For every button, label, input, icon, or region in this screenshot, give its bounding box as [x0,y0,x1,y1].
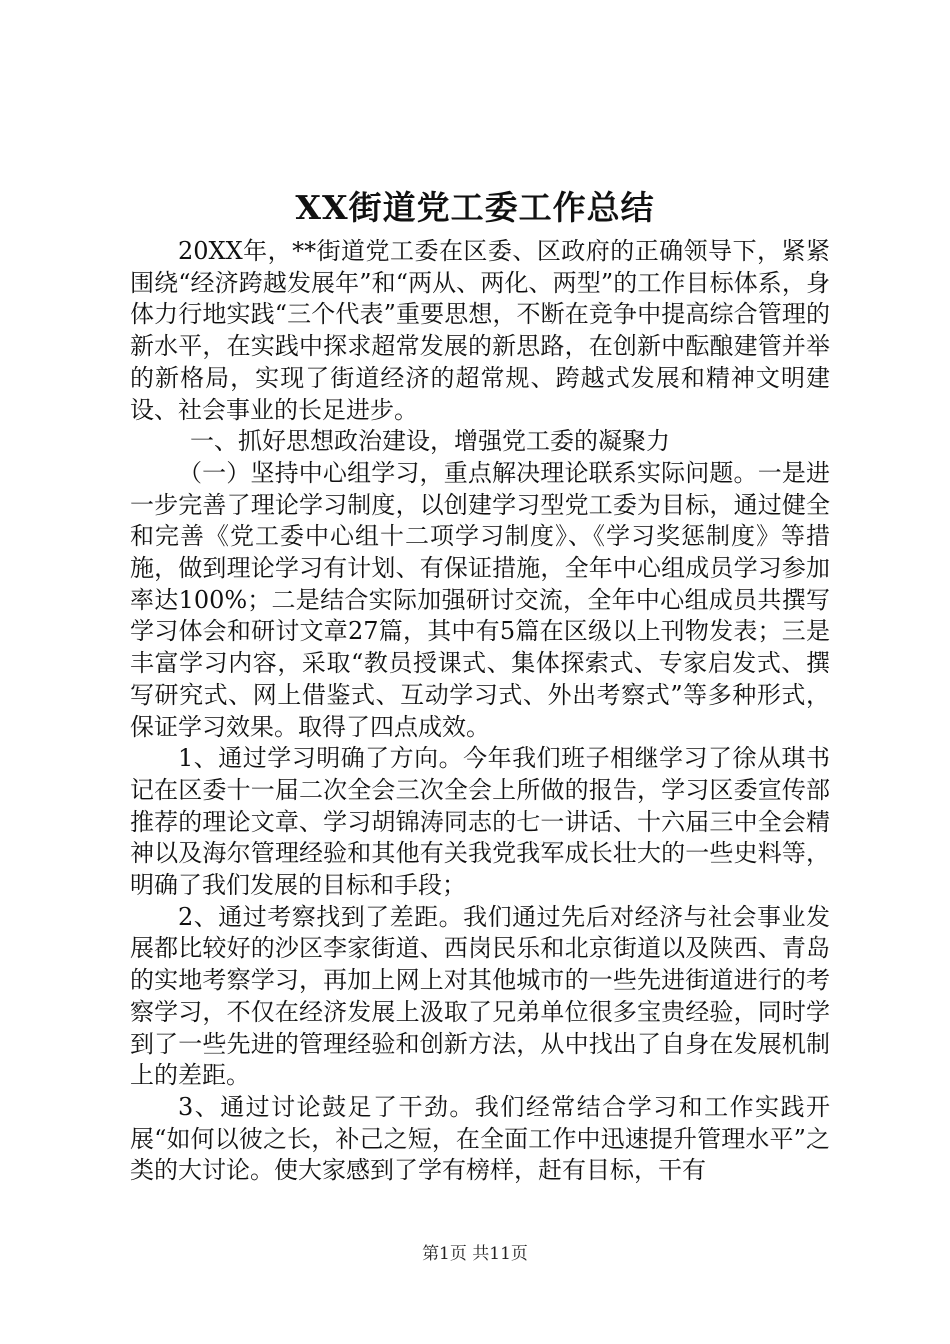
page-number-footer: 第1页 共11页 [422,1244,528,1264]
document-title: XX街道党工委工作总结 [295,188,655,227]
body-paragraph: 2、通过考察找到了差距。我们通过先后对经济与社会事业发展都比较好的沙区李家街道、西岗民乐和北京街道以及陕西、青岛的实地考察学习，再加上网上对其他城市的一些先进街道进行的考察学习，不仅在经济发展上汲取了兄弟单位很多宝贵经验，同时学到了一些先进的管理经验和创新方法，从中找出了自身在发展机制上的差距。 [130,902,830,1090]
section-heading: 一、抓好思想政治建设，增强党工委的凝聚力 [190,427,670,456]
body-paragraph: 1、通过学习明确了方向。今年我们班子相继学习了徐从琪书记在区委十一届二次全会三次全会上所做的报告，学习区委宣传部推荐的理论文章、学习胡锦涛同志的七一讲话、十六届三中全会精神以及海尔管理经验和其他有关我党我军成长壮大的一些史料等，明确了我们发展的目标和手段； [130,744,830,900]
body-paragraph: 20XX年，**街道党工委在区委、区政府的正确领导下，紧紧围绕“经济跨越发展年”和“两从、两化、两型”的工作目标体系，身体力行地实践“三个代表”重要思想，不断在竞争中提高综合管理的新水平，在实践中探求超常发展的新思路，在创新中酝酿建管并举的新格局，实现了街道经济的超常规、跨越式发展和精神文明建设、社会事业的长足进步。 [130,237,830,424]
body-paragraph: （一）坚持中心组学习，重点解决理论联系实际问题。一是进一步完善了理论学习制度，以创建学习型党工委为目标，通过健全和完善《党工委中心组十二项学习制度》、《学习奖惩制度》等措施，做到理论学习有计划、有保证措施，全年中心组成员学习参加率达100%；二是结合实际加强研讨交流，全年中心组成员共撰写学习体会和研讨文章27篇，其中有5篇在区级以上刊物发表；三是丰富学习内容，采取“教员授课式、集体探索式、专家启发式、撰写研究式、网上借鉴式、互动学习式、外出考察式”等多种形式，保证学习效果。取得了四点成效。 [130,458,830,741]
document-body [130,236,830,1187]
body-paragraph: 3、通过讨论鼓足了干劲。我们经常结合学习和工作实践开展“如何以彼之长，补己之短，在全面工作中迅速提升管理水平”之类的大讨论。使大家感到了学有榜样，赶有目标，干有 [130,1092,830,1185]
